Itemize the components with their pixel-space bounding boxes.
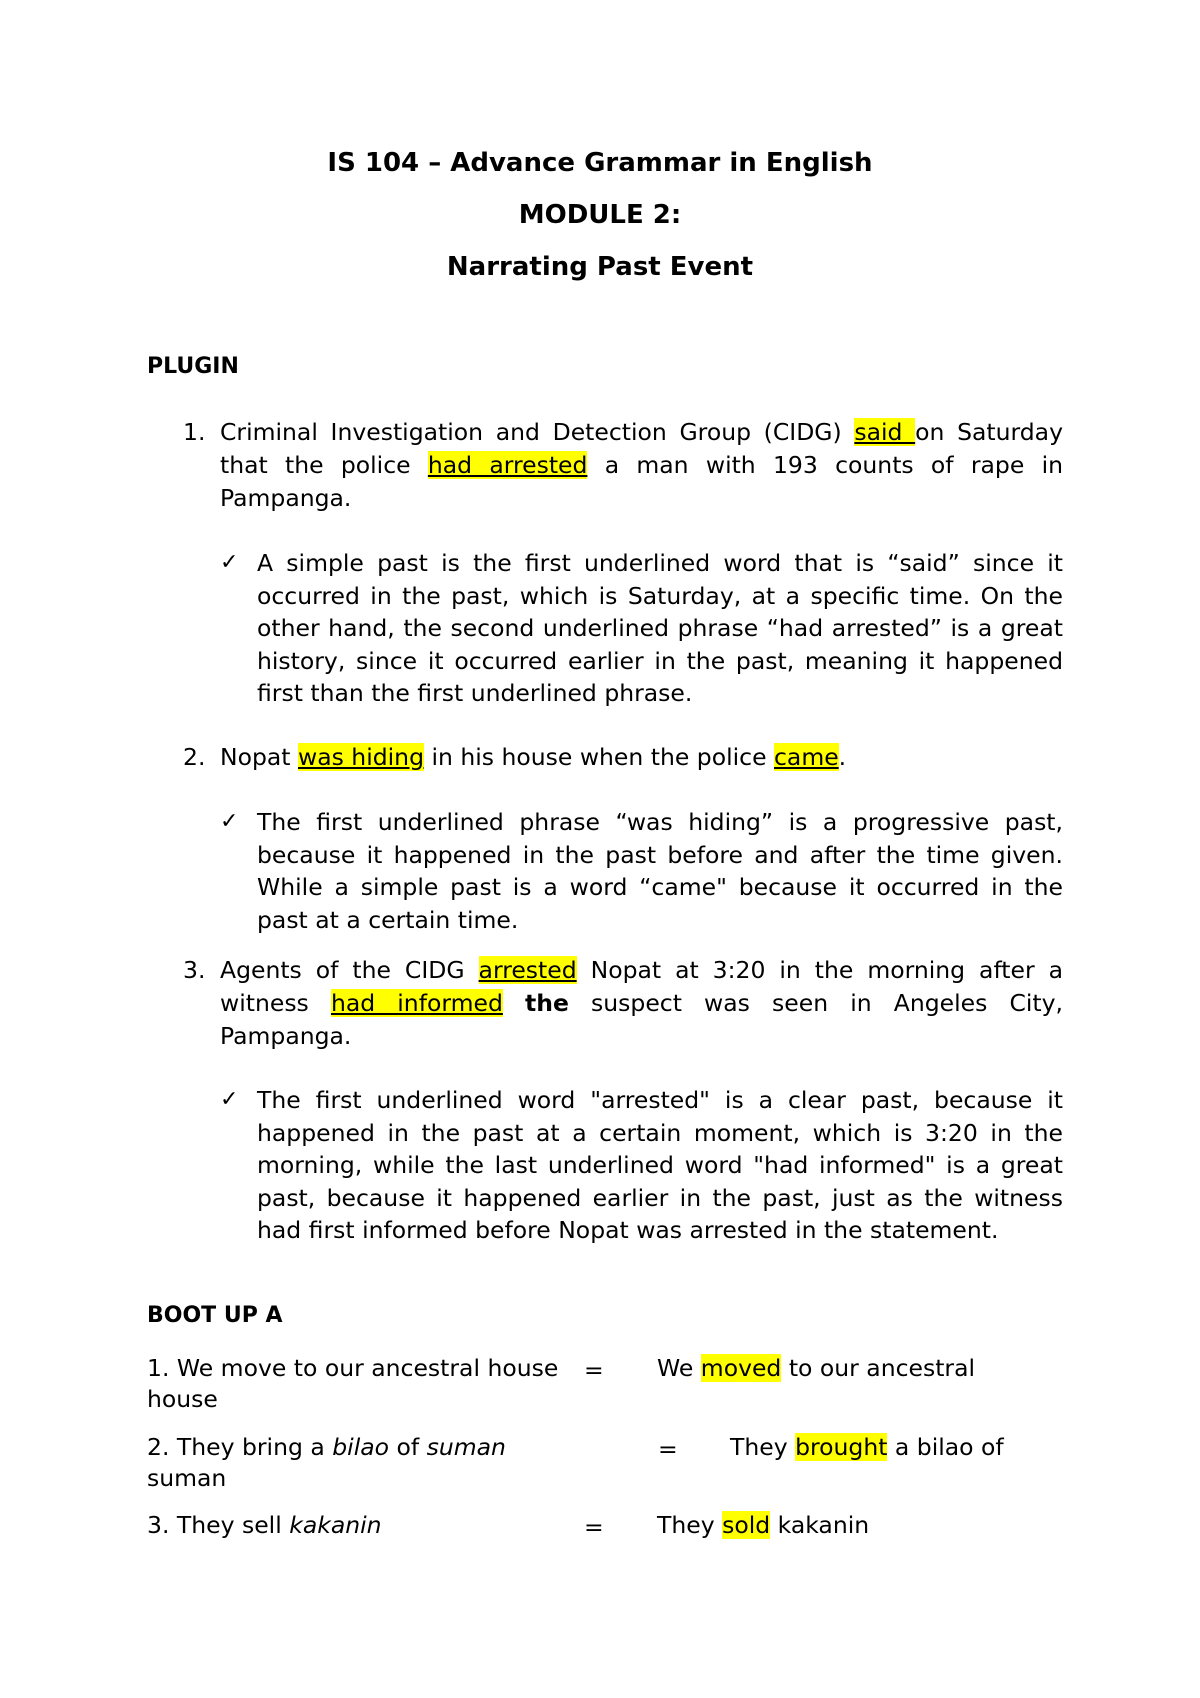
highlighted-verb: brought xyxy=(795,1433,888,1461)
bootup-row-1-right: We moved to our ancestral xyxy=(657,1354,976,1382)
plugin-heading: PLUGIN xyxy=(147,354,239,379)
equals-sign: = xyxy=(584,1513,604,1541)
plugin-explanation-2 xyxy=(220,806,1063,936)
highlighted-verb: sold xyxy=(722,1511,771,1539)
item-number: 2. xyxy=(183,743,206,771)
equals-sign: = xyxy=(658,1435,678,1463)
plugin-explanation-1 xyxy=(220,547,1063,710)
checkmark-icon: ✓ xyxy=(220,809,239,834)
highlighted-verb: said xyxy=(854,418,916,446)
item-number: 3. xyxy=(183,956,206,984)
highlighted-verb: had arrested xyxy=(427,451,588,479)
bootup-row-3-left: 3. They sell kakanin xyxy=(147,1511,382,1539)
highlighted-verb: arrested xyxy=(478,956,577,984)
plugin-item-2 xyxy=(183,741,1063,774)
plugin-explanation-3 xyxy=(220,1084,1063,1247)
bootup-row-1-left: 1. We move to our ancestral house house xyxy=(147,1354,559,1413)
bootup-row-2-left: 2. They bring a bilao of suman suman xyxy=(147,1433,506,1492)
highlighted-verb: was hiding xyxy=(297,743,424,771)
bootup-row-2-right: They brought a bilao of xyxy=(730,1433,1004,1461)
bootup-row-3-right: They sold kakanin xyxy=(657,1511,870,1539)
explanation-text: The first underlined word "arrested" is a clear past, because it happened in the past at a certain moment, which is 3:20 in the morning, while the last underlined word "had informed" is a great past, because it happened earlier in the past, just as the witness had first informed before Nopat was arrested in the statement. xyxy=(257,1086,1063,1244)
bootup-heading: BOOT UP A xyxy=(147,1303,283,1328)
explanation-text: The first underlined phrase “was hiding” is a progressive past, because it happened in the past before and after the time given. While a simple past is a word “came" because it occurred in the past at a certain time. xyxy=(257,808,1063,934)
checkmark-icon: ✓ xyxy=(220,1087,239,1112)
course-title: IS 104 – Advance Grammar in English xyxy=(327,148,873,178)
highlighted-verb: came xyxy=(774,743,839,771)
topic-title: Narrating Past Event xyxy=(446,252,754,282)
highlighted-verb: moved xyxy=(700,1354,782,1382)
checkmark-icon: ✓ xyxy=(220,550,239,575)
module-label: MODULE 2: xyxy=(518,200,682,230)
plugin-item-3 xyxy=(183,954,1063,1053)
equals-sign: = xyxy=(584,1356,604,1384)
plugin-item-1 xyxy=(183,416,1063,515)
item-sentence: Nopat was hiding in his house when the police came. xyxy=(220,743,847,771)
item-number: 1. xyxy=(183,418,206,446)
explanation-text: A simple past is the first underlined word that is “said” since it occurred in the past, which is Saturday, at a specific time. On the other hand, the second underlined phrase “had arrested” is a great history, since it occurred earlier in the past, meaning it happened first than the first underlined phrase. xyxy=(257,549,1063,707)
highlighted-verb: had informed xyxy=(330,989,503,1017)
item-sentence: Criminal Investigation and Detection Group (CIDG) said on Saturday that the police had arrested a man with 193 counts of rape in Pampanga. xyxy=(220,418,1063,512)
item-sentence: Agents of the CIDG arrested Nopat at 3:20 in the morning after a witness had informed the suspect was seen in Angeles City, Pampanga. xyxy=(220,956,1064,1050)
